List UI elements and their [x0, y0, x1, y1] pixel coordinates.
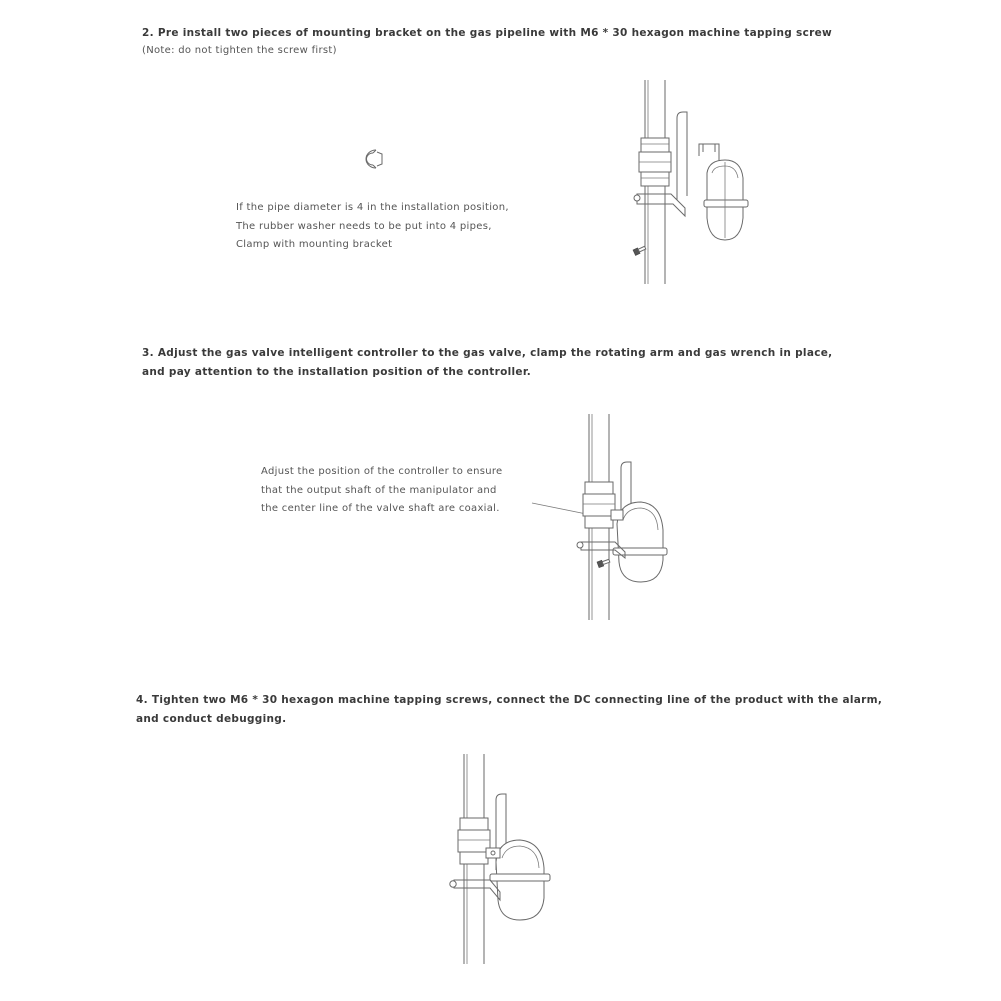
step2-title: 2. Pre install two pieces of mounting bracket on the gas pipeline with M6 * 30 hexagon machine tapping screw: [142, 27, 833, 39]
step4-title: [136, 691, 882, 729]
step2-installation-diagram: [615, 78, 765, 288]
rubber-washer-icon: [350, 143, 390, 175]
step4-title-line-1: 4. Tighten two M6 * 30 hexagon machine tapping screws, connect the DC connecting line of the product with the alarm,: [136, 694, 883, 706]
step3-callout-line-3: the center line of the valve shaft are coaxial.: [261, 503, 500, 514]
step3-title-line-2: and pay attention to the installation position of the controller.: [142, 366, 532, 378]
step2-callout-line-1: If the pipe diameter is 4 in the installation position,: [236, 202, 509, 213]
step4-installation-diagram: [440, 752, 560, 968]
step2-note: (Note: do not tighten the screw first): [142, 45, 337, 56]
step3-installation-diagram: [565, 412, 675, 624]
step3-callout: [261, 463, 503, 519]
step2-callout-line-2: The rubber washer needs to be put into 4 pipes,: [236, 220, 492, 232]
step2-callout: [236, 199, 509, 255]
step4-title-line-2: and conduct debugging.: [136, 713, 287, 725]
step3-callout-line-1: Adjust the position of the controller to ensure: [261, 466, 503, 477]
step3-callout-line-2: that the output shaft of the manipulator and: [261, 484, 497, 496]
step3-title: [142, 344, 832, 382]
step3-title-line-1: 3. Adjust the gas valve intelligent controller to the gas valve, clamp the rotating arm and gas wrench in place,: [142, 347, 833, 359]
step2-callout-line-3: Clamp with mounting bracket: [236, 239, 393, 250]
